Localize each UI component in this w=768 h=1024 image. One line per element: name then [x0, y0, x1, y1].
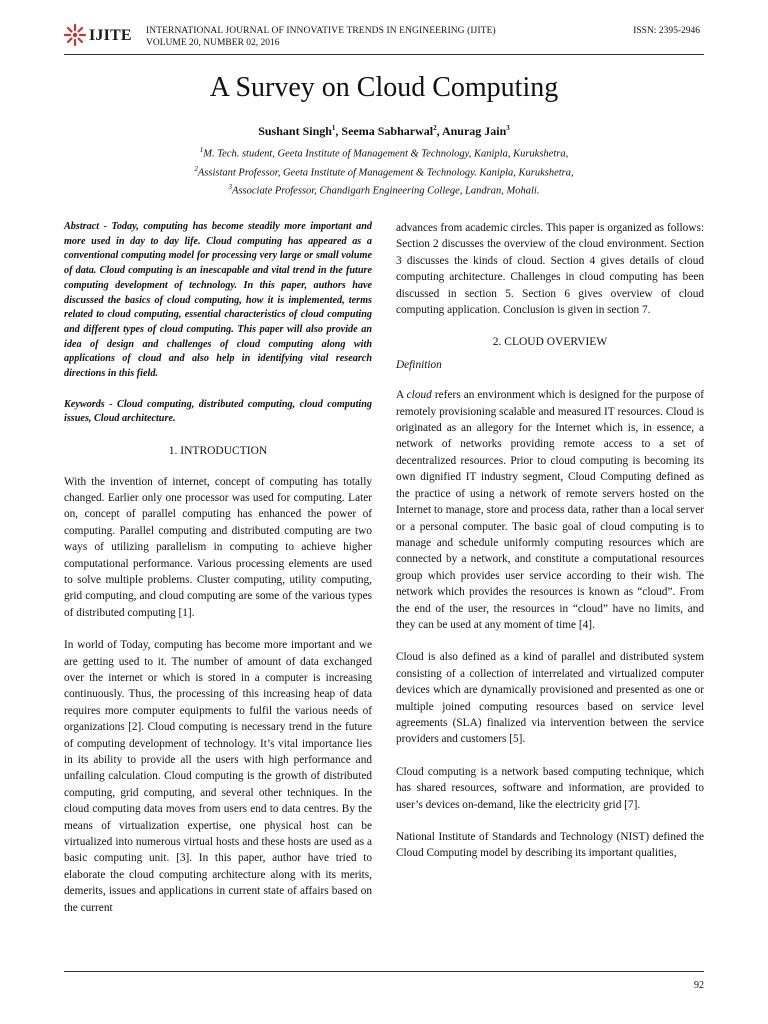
body-paragraph: advances from academic circles. This paper is organized as follows: Section 2 discusses the overview of the cloud environment. Section 3 discusses the kinds of cloud. Section 4 gives details of cloud computing architecture. Challenges in cloud computing has been discussed in section 5. Section 6 gives overview of cloud computing application. Conclusion is given in section 7. [396, 222, 704, 317]
section-heading-cloud-overview: 2. CLOUD OVERVIEW [492, 336, 608, 349]
abstract: Abstract - Today, computing has become steadily more important and more used in day to day life. Cloud computing has appeared as a conventional computing model for processing very large or small volume of data. Cloud computing is an inescapable and vital trend in the future computing development of technology. In this paper, authors have discussed the basics of cloud computing, how it is implemented, terms related to cloud computing, essential characteristics of cloud computing and different types of cloud computing. This paper will also provide an idea of design and challenges of cloud computing along with applications of cloud and also help in identifying vital research directions in this field. [64, 221, 372, 380]
star-burst-icon [64, 24, 86, 46]
author-name: Seema Sabharwal [341, 124, 434, 138]
body-paragraph: Cloud computing is a network based computing technique, which has shared resources, software and information, are provided to user’s devices on-demand, like the electricity grid [7]. [396, 765, 704, 811]
page-number: 92 [694, 980, 704, 991]
body-paragraph [396, 387, 704, 633]
affiliation-text: M. Tech. student, Geeta Institute of Management & Technology, Kanipla, Kurukshetra, [203, 148, 569, 160]
subsection-heading-definition: Definition [396, 358, 442, 371]
text-span: refers an environment which is designed for the purpose of remotely provisioning scalable and measured IT resources. Cloud is originated as an allegory for the Internet which is, in essence, a network of networks providing remote access to a set of decentralized resources. Prior to cloud computing is becoming its own dignified IT industry segment, Cloud Computing defined as the practice of using a network of remote servers hosted on the Internet to manage, store and process data, rather than a local server or a personal computer. The basic goal of cloud computing is to manage and schedule uniformly computing resources which are connected by a network, and constitute a computational resources group which provides user service according to their wish. The network which provides the resources is known as “cloud”. From the end of the user, the resources in “cloud” have no limits, and they can be used at any moment of time [4]. [396, 389, 704, 631]
affiliation-text: Assistant Professor, Geeta Institute of Management & Technology. Kanipla, Kurukshetra, [197, 167, 574, 179]
emphasis-text: cloud [406, 389, 432, 402]
paper-title: A Survey on Cloud Computing [209, 72, 559, 103]
author-list: Sushant Singh$^1$, Seema Sabharwal$^2$, Anurag Jain$^3$ [258, 124, 510, 138]
right-column [396, 220, 704, 878]
body-paragraph: In world of Today, computing has become more important and we are getting used to it. The number of amount of data exchanged over the internet or which is stored in a computer is increasing continuously. Thus, the processing of this increasing heap of data requires more computer equipments to fulfil the various needs of organizations [2]. Cloud computing is necessary trend in the future of computing development of technology. It’s vital importance lies in its ability to provide all the users with high performance and unfailing calculation. Cloud computing is the growth of distributed computing, grid computing, and several other techniques. In the cloud computing data moves from users end to data centres. By the means of virtualization expertise, one physical host can be virtualized into numerous virtual hosts and these hosts are used as a basic computing unit. [3]. In this paper, author have tried to elaborate the cloud computing architecture along with its merits, demerits, issues and applications in current state of affairs based on the current [64, 639, 372, 914]
affiliation [0, 165, 768, 179]
journal-name: INTERNATIONAL JOURNAL OF INNOVATIVE TRENDS IN ENGINEERING (IJITE) [146, 26, 496, 36]
affiliation-text: Associate Professor, Chandigarh Engineering College, Landran, Mohali. [232, 185, 540, 197]
affiliation [0, 183, 768, 197]
author-sup: 1 [331, 124, 336, 132]
keywords: Keywords - Cloud computing, distributed computing, cloud computing issues, Cloud architecture. [64, 398, 372, 425]
issn: ISSN: 2395-2946 [633, 26, 700, 36]
header-divider [64, 54, 704, 55]
affiliation [0, 146, 768, 160]
author-sup: 2 [433, 124, 437, 132]
left-column [64, 220, 372, 932]
affiliation-sup: 2 [194, 165, 198, 173]
journal-volume: VOLUME 20, NUMBER 02, 2016 [146, 38, 280, 48]
body-paragraph: With the invention of internet, concept of computing has totally changed. Earlier only one processor was used for computing. Later on, concept of parallel computing has enhanced the power of computing. Parallel computing and distributed computing are two ways of utilizing parallelism in computing to achieve higher computational performance. Various processing elements are used to solve multiple problems. Cluster computing, utility computing, grid computing, and cloud computing are some of the various types of distributed computing [1]. [64, 475, 372, 619]
affiliation-sup: 3 [228, 183, 233, 191]
text-span: A [396, 389, 407, 402]
affiliation-sup: 1 [199, 146, 204, 154]
body-paragraph: Cloud is also defined as a kind of parallel and distributed system consisting of a collection of interrelated and virtualized computer devices which are dynamically provisioned and presented as one or multiple joined computing resources based on service level agreements (SLA) finalized via intervention between the service providers and customers [5]. [396, 651, 704, 746]
logo-text: IJITE [89, 27, 132, 44]
author-name: Sushant Singh [258, 124, 332, 138]
author-name: Anurag Jain [441, 124, 507, 138]
footer-divider [64, 971, 704, 972]
section-heading-introduction: 1. INTRODUCTION [168, 445, 268, 458]
author-sup: 3 [506, 124, 510, 132]
body-paragraph: National Institute of Standards and Technology (NIST) defined the Cloud Computing model by describing its important qualities, [396, 831, 704, 860]
journal-logo [64, 22, 140, 50]
